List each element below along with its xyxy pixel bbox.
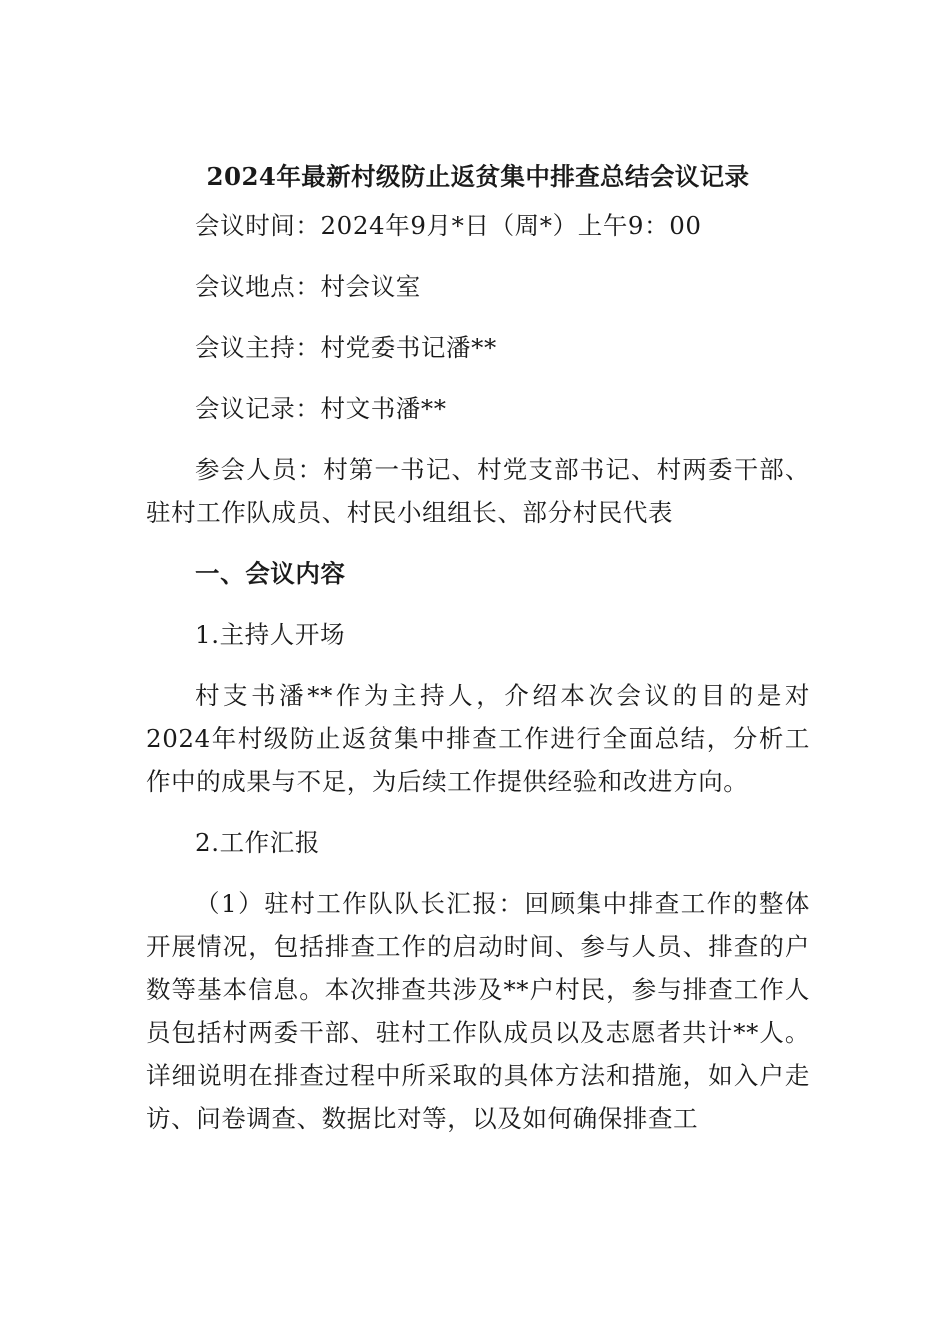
document-title: 2024年最新村级防止返贫集中排查总结会议记录 bbox=[206, 162, 750, 191]
meeting-host: 会议主持：村党委书记潘** bbox=[195, 333, 497, 362]
attendees: 参会人员：村第一书记、村党支部书记、村两委干部、驻村工作队成员、村民小组组长、部分村民代表 bbox=[146, 455, 810, 527]
item1-body: 村支书潘**作为主持人，介绍本次会议的目的是对2024年村级防止返贫集中排查工作进行全面总结，分析工作中的成果与不足，为后续工作提供经验和改进方向。 bbox=[146, 681, 810, 796]
item2-heading: 2.工作汇报 bbox=[195, 828, 320, 857]
item2-sub1: （1）驻村工作队队长汇报：回顾集中排查工作的整体开展情况，包括排查工作的启动时间、参与人员、排查的户数等基本信息。本次排查共涉及**户村民，参与排查工作人员包括村两委干部、驻村工作队成员以及志愿者共计**人。详细说明在排查过程中所采取的具体方法和措施，如入户走访、问卷调查、数据比对等，以及如何确保排查工 bbox=[146, 889, 810, 1133]
meeting-time: 会议时间：2024年9月*日（周*）上午9：00 bbox=[195, 211, 702, 240]
meeting-recorder: 会议记录：村文书潘** bbox=[195, 394, 447, 423]
document-body bbox=[146, 150, 810, 1140]
item1-heading: 1.主持人开场 bbox=[195, 620, 346, 649]
section-heading: 一、会议内容 bbox=[195, 559, 346, 588]
meeting-place: 会议地点：村会议室 bbox=[195, 272, 421, 301]
